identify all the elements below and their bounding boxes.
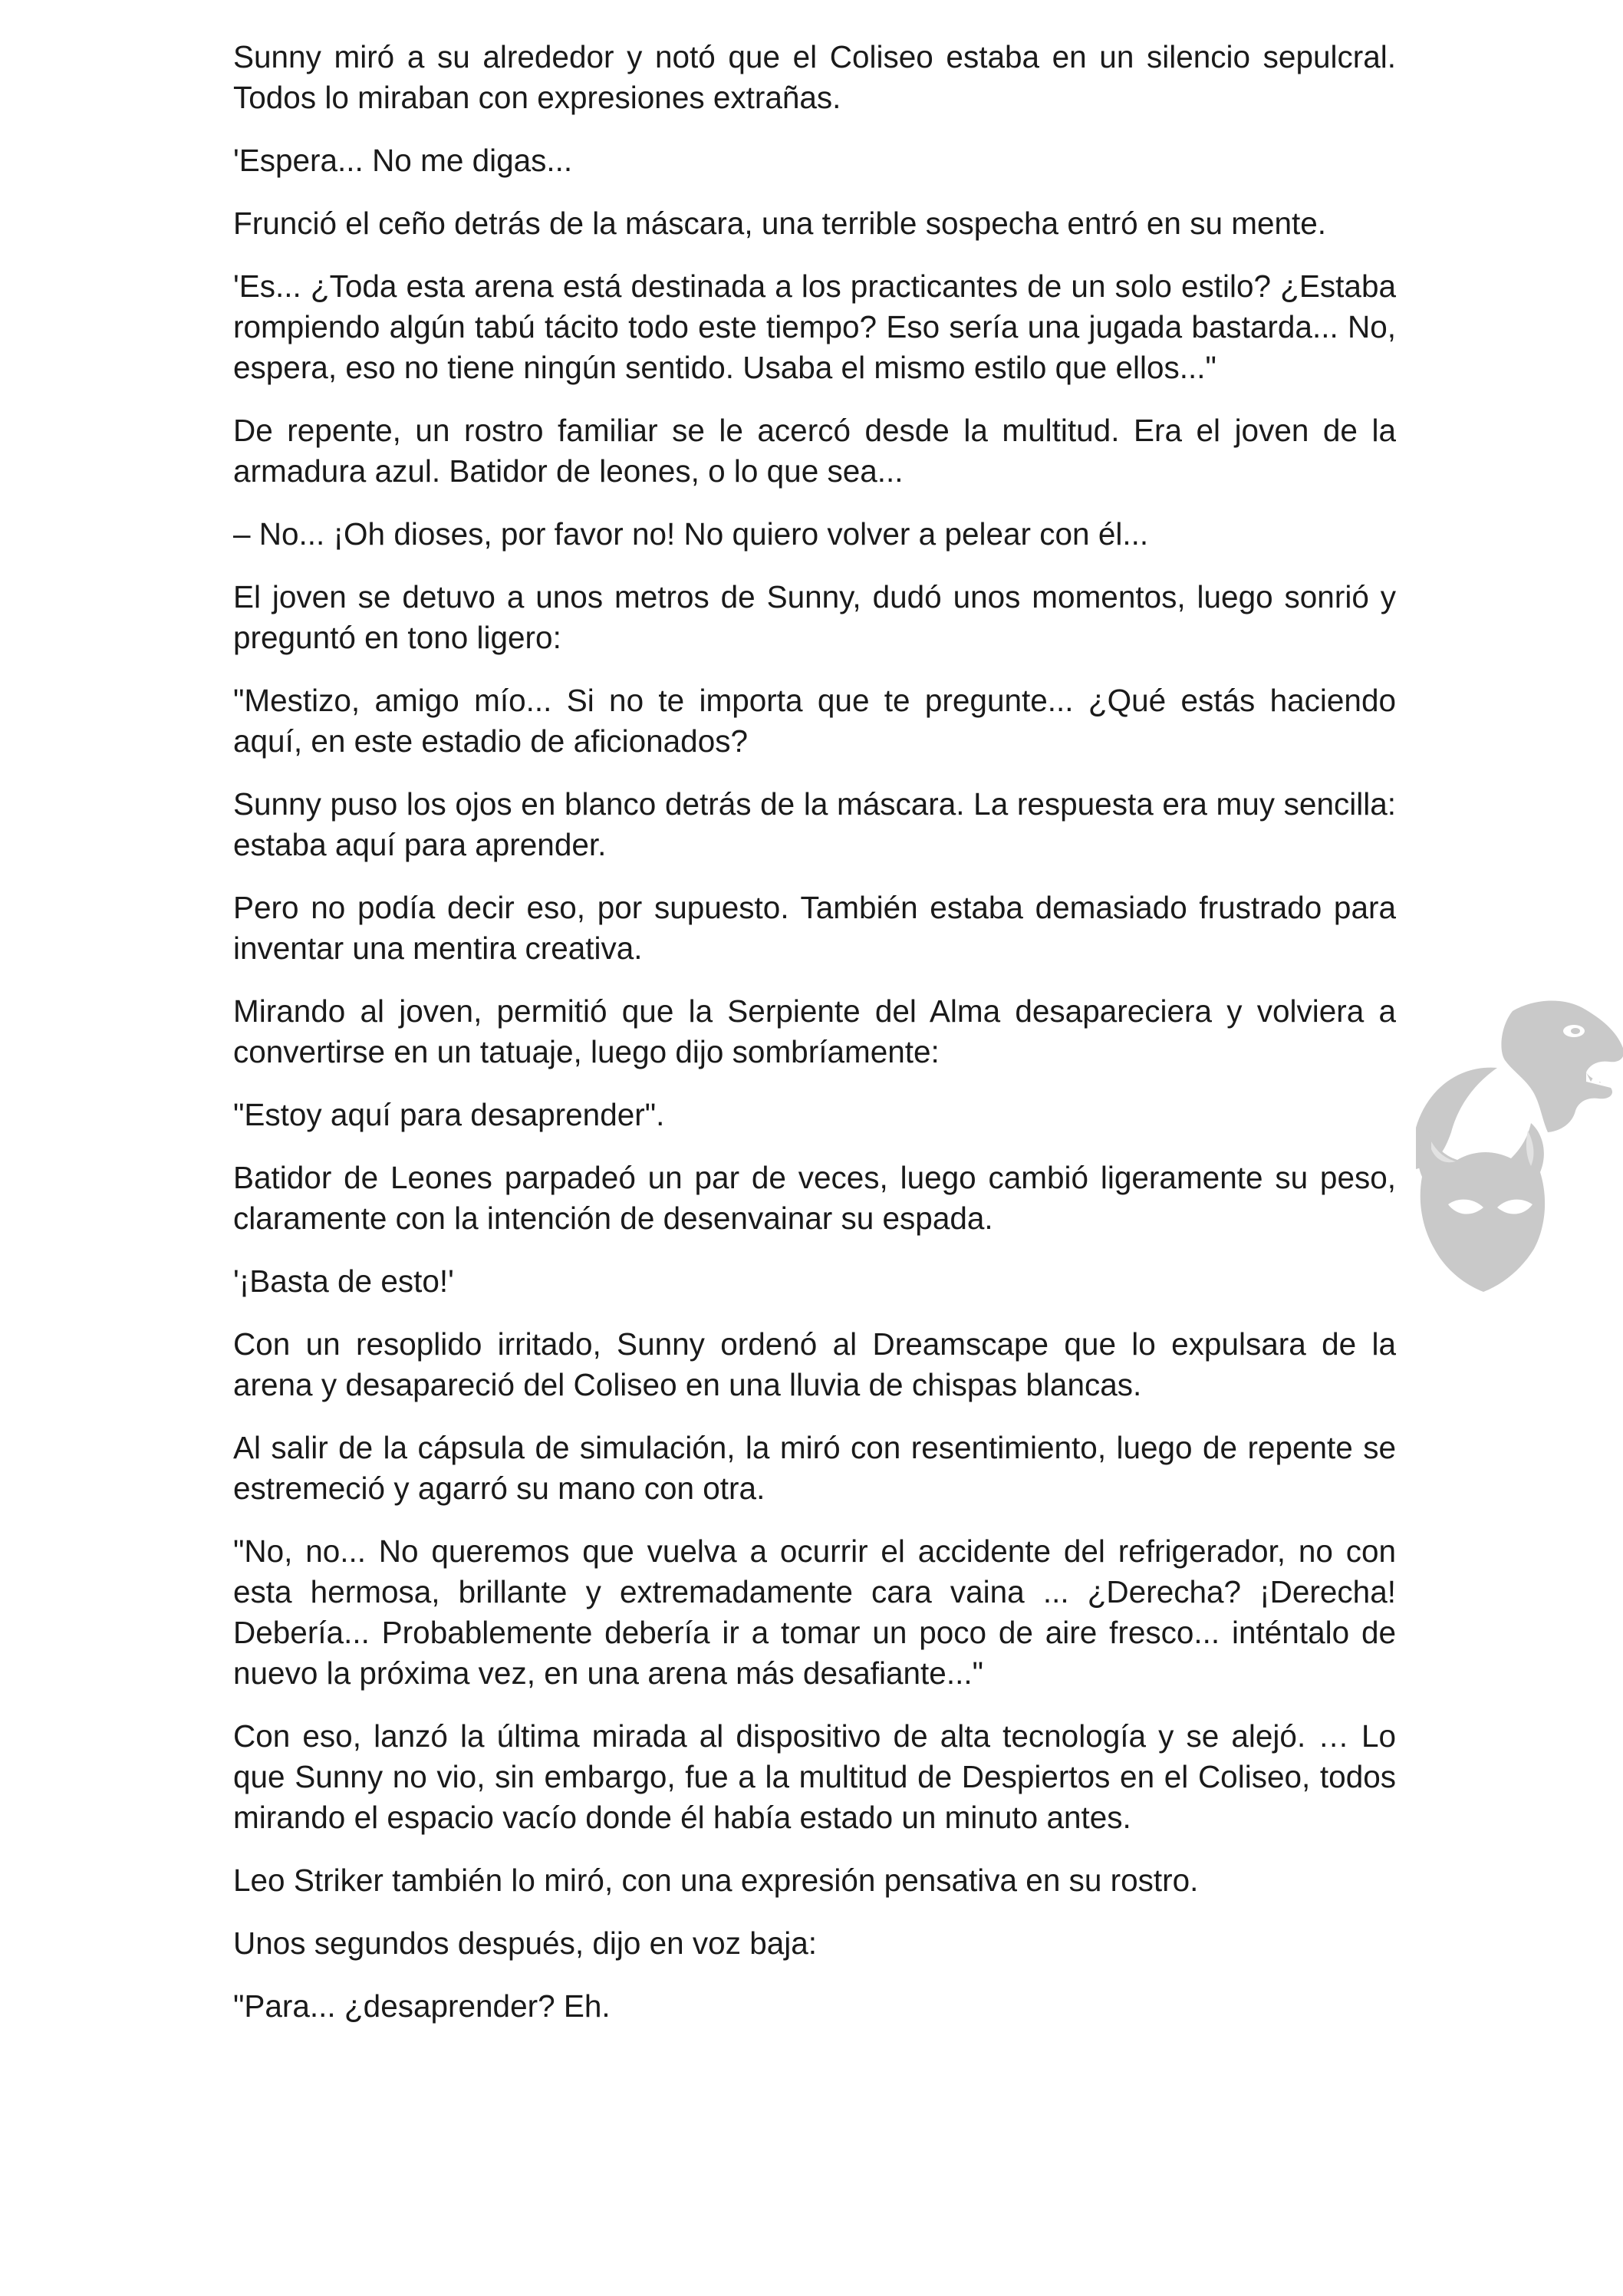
text-body <box>233 37 1396 2049</box>
paragraph: De repente, un rostro familiar se le acercó desde la multitud. Era el joven de la armadura azul. Batidor de leones, o lo que sea... <box>233 413 1396 489</box>
paragraph: Mirando al joven, permitió que la Serpiente del Alma desapareciera y volviera a convertirse en un tatuaje, luego dijo sombríamente: <box>233 993 1396 1069</box>
paragraph: '¡Basta de esto!' <box>233 1263 454 1299</box>
paragraph: "Estoy aquí para desaprender". <box>233 1097 665 1132</box>
paragraph: – No... ¡Oh dioses, por favor no! No quiero volver a pelear con él... <box>233 516 1149 552</box>
paragraph: Sunny miró a su alrededor y notó que el Coliseo estaba en un silencio sepulcral. Todos lo miraban con expresiones extrañas. <box>233 39 1396 115</box>
paragraph: 'Es... ¿Toda esta arena está destinada a los practicantes de un solo estilo? ¿Estaba rompiendo algún tabú tácito todo este tiempo? Eso sería una jugada bastarda... No, espera, eso no tiene ningún sentido. Usaba el mismo estilo que ellos..." <box>233 268 1396 385</box>
paragraph: Pero no podía decir eso, por supuesto. También estaba demasiado frustrado para inventar una mentira creativa. <box>233 890 1396 966</box>
paragraph: "No, no... No queremos que vuelva a ocurrir el accidente del refrigerador, no con esta hermosa, brillante y extremadamente cara vaina ... ¿Derecha? ¡Derecha! Debería... Probablemente debería ir a tomar un poco de aire fresco... inténtalo de nuevo la próxima vez, en una arena más desafiante..." <box>233 1533 1396 1691</box>
paragraph: "Para... ¿desaprender? Eh. <box>233 1988 611 2024</box>
dinosaur-devil-logo-icon <box>1397 996 1623 1298</box>
paragraph: Sunny puso los ojos en blanco detrás de la máscara. La respuesta era muy sencilla: estaba aquí para aprender. <box>233 786 1396 862</box>
paragraph: Frunció el ceño detrás de la máscara, una terrible sospecha entró en su mente. <box>233 206 1327 241</box>
paragraph: El joven se detuvo a unos metros de Sunny, dudó unos momentos, luego sonrió y preguntó en tono ligero: <box>233 579 1396 655</box>
paragraph: Unos segundos después, dijo en voz baja: <box>233 1925 818 1961</box>
paragraph: Al salir de la cápsula de simulación, la miró con resentimiento, luego de repente se estremeció y agarró su mano con otra. <box>233 1430 1396 1506</box>
paragraph: Batidor de Leones parpadeó un par de veces, luego cambió ligeramente su peso, claramente con la intención de desenvainar su espada. <box>233 1160 1396 1236</box>
paragraph: Leo Striker también lo miró, con una expresión pensativa en su rostro. <box>233 1863 1199 1898</box>
paragraph: 'Espera... No me digas... <box>233 143 573 178</box>
paragraph: Con eso, lanzó la última mirada al dispositivo de alta tecnología y se alejó. … Lo que Sunny no vio, sin embargo, fue a la multitud de Despiertos en el Coliseo, todos mirando el espacio vacío donde él había estado un minuto antes. <box>233 1718 1396 1835</box>
paragraph: "Mestizo, amigo mío... Si no te importa que te pregunte... ¿Qué estás haciendo aquí, en este estadio de aficionados? <box>233 683 1396 759</box>
paragraph: Con un resoplido irritado, Sunny ordenó al Dreamscape que lo expulsara de la arena y desapareció del Coliseo en una lluvia de chispas blancas. <box>233 1326 1396 1402</box>
